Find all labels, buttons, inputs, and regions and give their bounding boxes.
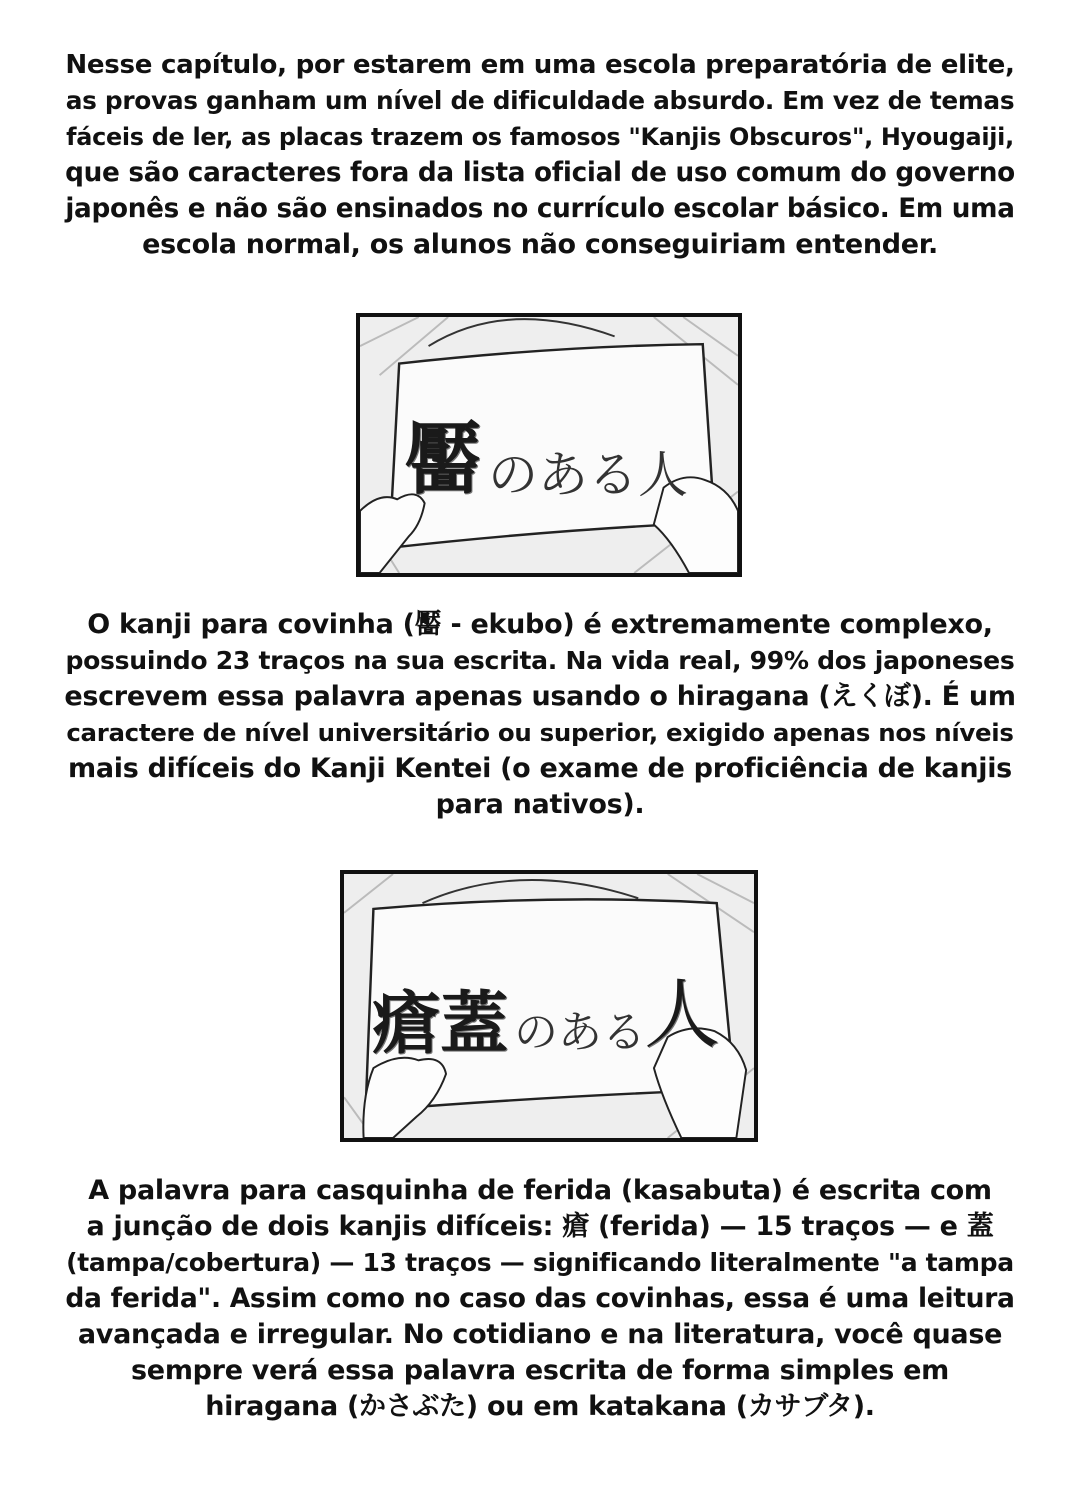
text-line: para nativos). — [435, 789, 645, 820]
text-line: que são caracteres fora da lista oficial de uso comum do governo — [65, 158, 1015, 188]
manga-panel-ekubo — [356, 313, 742, 577]
text-line: A palavra para casquinha de ferida (kasabuta) é escrita com — [88, 1175, 992, 1206]
text-line: japonês e não são ensinados no currículo escolar básico. Em uma — [65, 194, 1015, 224]
text-line: sempre verá essa palavra escrita de forma simples em — [131, 1355, 949, 1386]
sign-kana: のある人 — [488, 446, 688, 504]
intro-paragraph — [60, 47, 1020, 263]
text-line: da ferida". Assim como no caso das covinhas, essa é uma leitura — [65, 1283, 1015, 1314]
text-line: possuindo 23 traços na sua escrita. Na vida real, 99% dos japoneses — [65, 646, 1015, 675]
text-line: mais difíceis do Kanji Kentei (o exame de proficiência de kanjis — [68, 753, 1012, 784]
text-line: avançada e irregular. No cotidiano e na literatura, você quase — [77, 1319, 1003, 1350]
text-line: fáceis de ler, as placas trazem os famosos "Kanjis Obscuros", Hyougaiji, — [66, 123, 1014, 151]
text-line: escola normal, os alunos não conseguiriam entender. — [142, 229, 938, 260]
text-line: escrevem essa palavra apenas usando o hiragana (えくぼ). É um — [64, 681, 1016, 712]
text-line: caractere de nível universitário ou superior, exigido apenas nos níveis — [66, 718, 1014, 747]
sign-kanji: 靨 — [404, 414, 483, 505]
sign-kanji-end: 人 — [644, 970, 720, 1059]
manga-panel-kasabuta — [340, 870, 758, 1142]
text-line: Nesse capítulo, por estarem em uma escola preparatória de elite, — [65, 50, 1015, 80]
sign-kana: のある — [514, 1007, 646, 1058]
kasabuta-paragraph — [60, 1173, 1020, 1425]
text-line: (tampa/cobertura) — 13 traços — significando literalmente "a tampa — [66, 1248, 1014, 1277]
text-line: O kanji para covinha (靨 - ekubo) é extremamente complexo, — [87, 609, 993, 640]
text-line: a junção de dois kanjis difíceis: 瘡 (ferida) — 15 traços — e 蓋 — [86, 1211, 994, 1242]
sign-kanji: 瘡蓋 — [372, 984, 509, 1064]
text-line: hiragana (かさぶた) ou em katakana (カサブタ). — [205, 1391, 875, 1422]
text-line: as provas ganham um nível de dificuldade absurdo. Em vez de temas — [65, 86, 1015, 115]
ekubo-paragraph — [60, 607, 1020, 823]
